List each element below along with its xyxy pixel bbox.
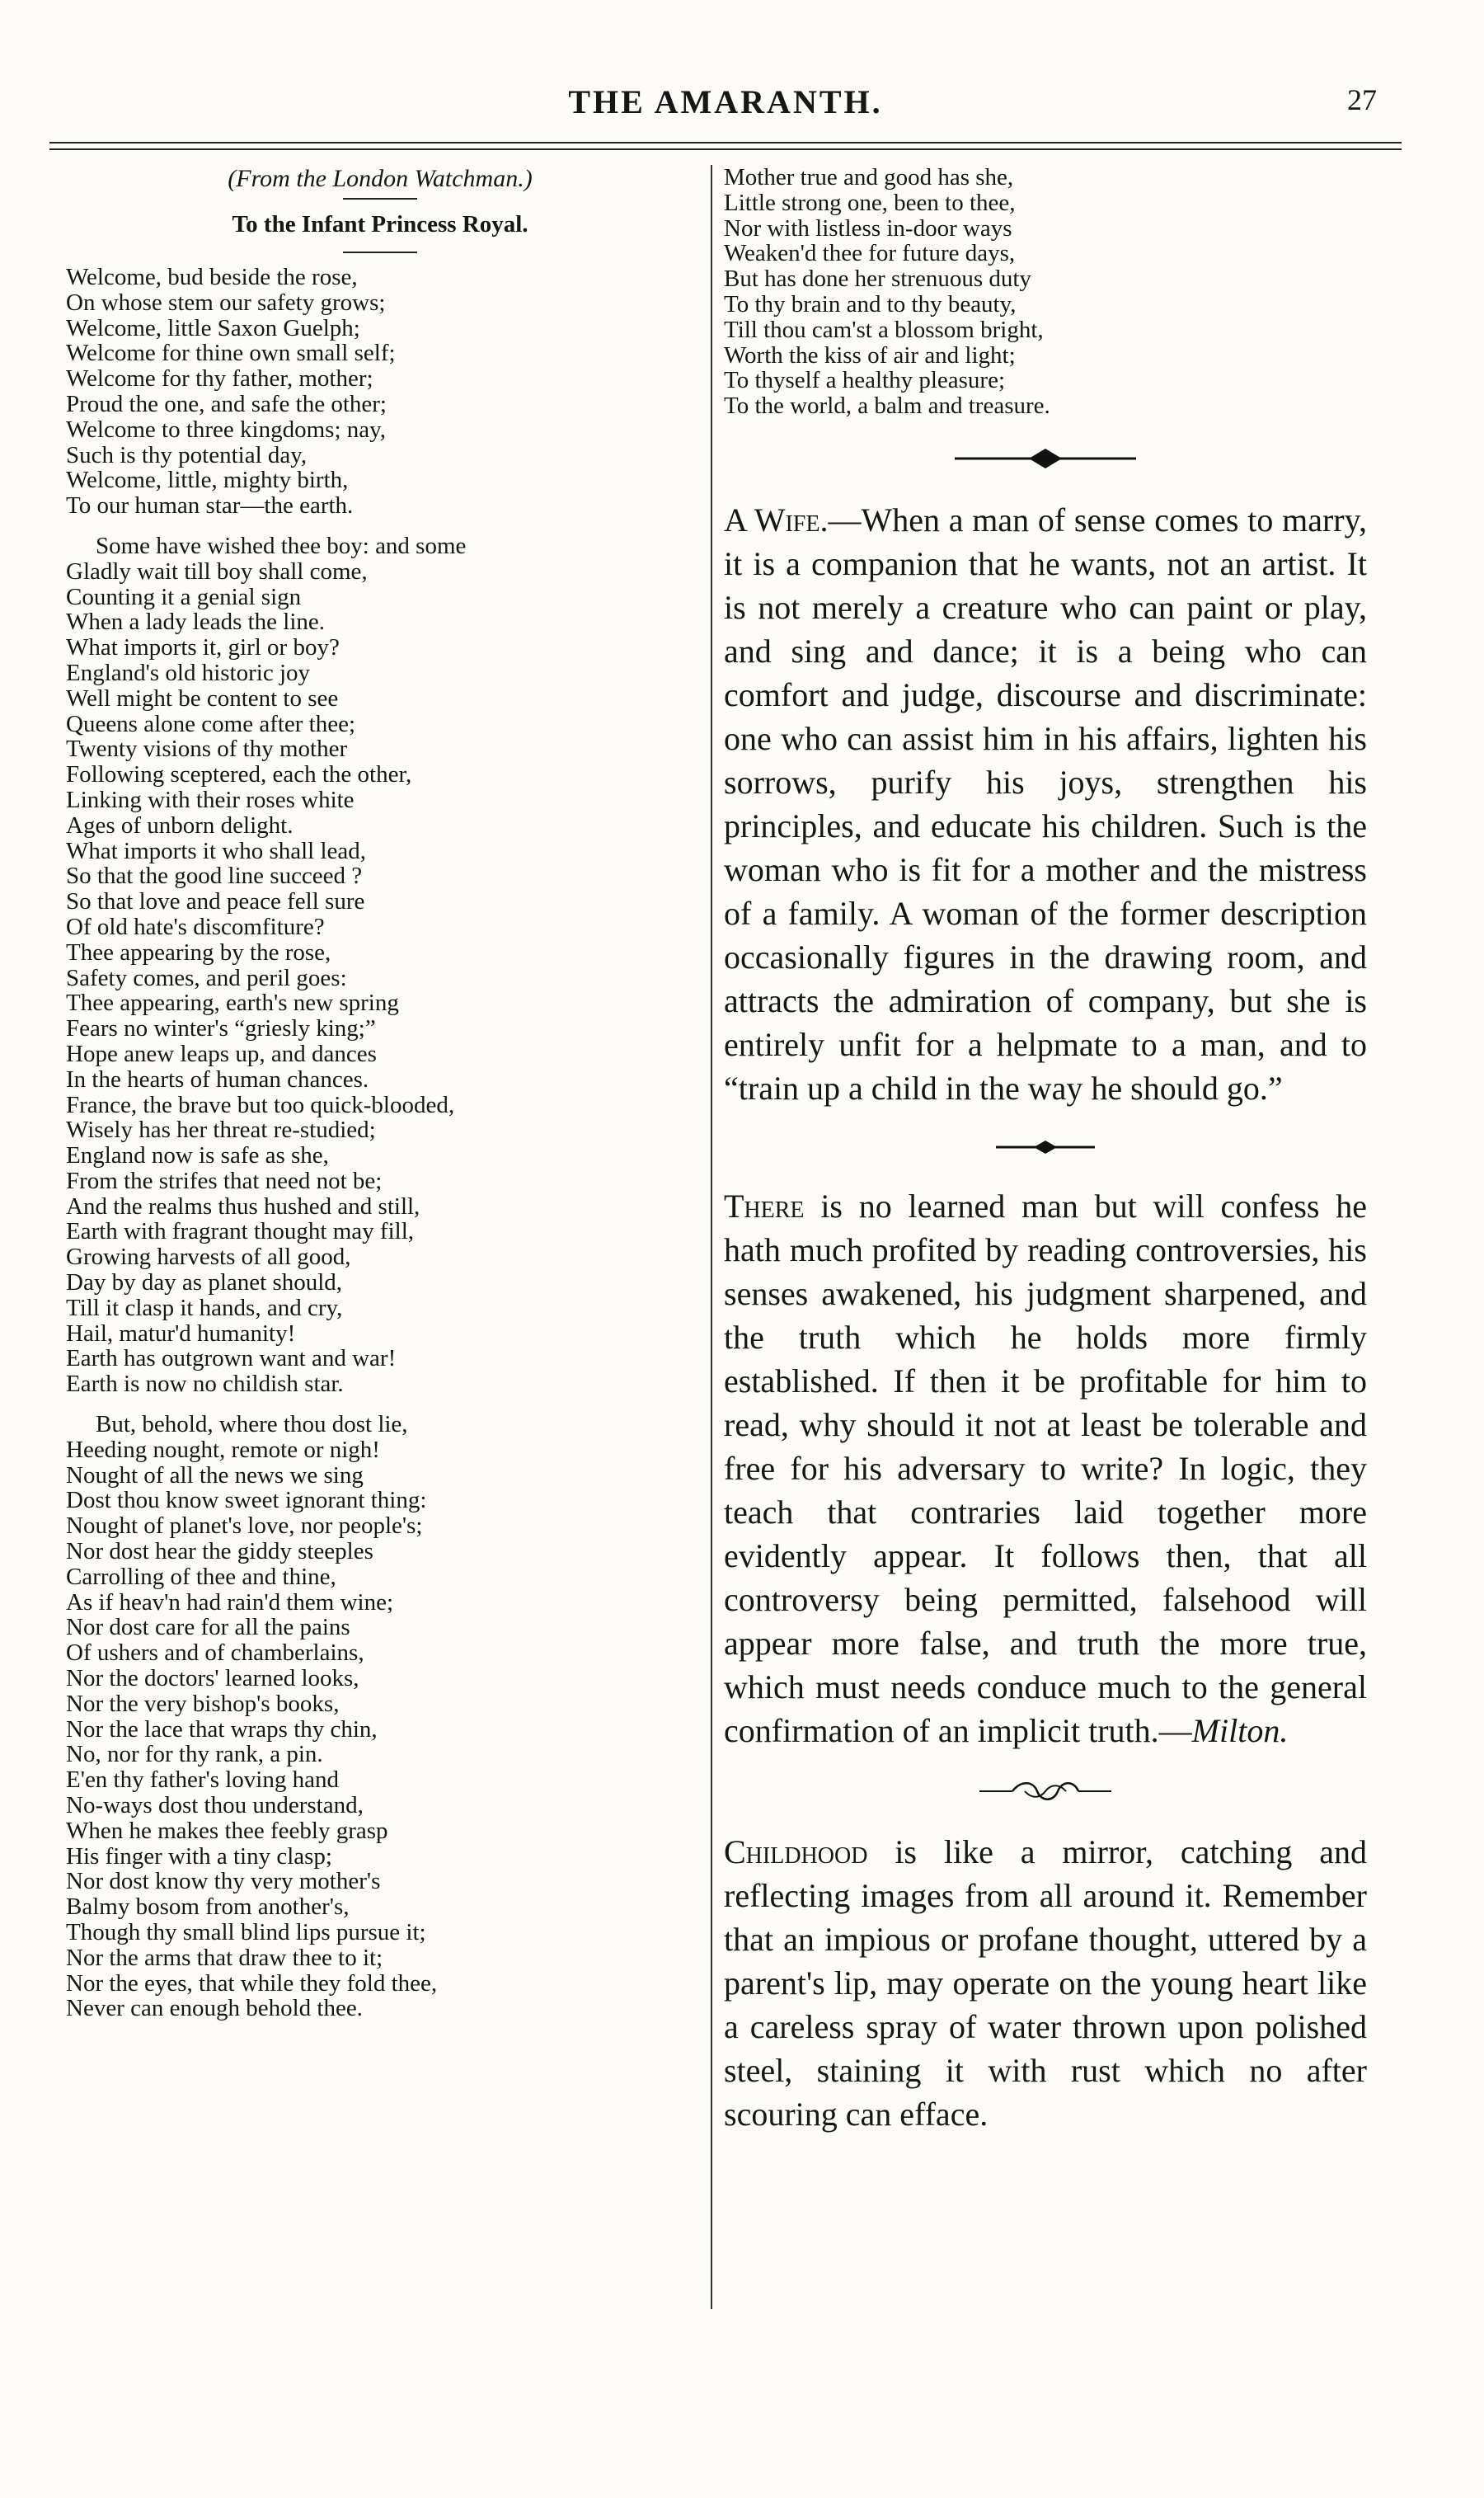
poem-line: Nor the eyes, that while they fold thee, bbox=[66, 1969, 438, 1997]
poem-line: Nor the doctors' learned looks, bbox=[66, 1665, 359, 1692]
diamond-rule-ornament bbox=[988, 1135, 1103, 1160]
page-number: 27 bbox=[1347, 83, 1377, 116]
paragraph-a-wife bbox=[724, 498, 1367, 1110]
poem-line: Welcome for thine own small self; bbox=[66, 340, 396, 367]
poem-line: Welcome, bud beside the rose, bbox=[66, 264, 358, 290]
poem-line: Fears no winter's “griesly king;” bbox=[66, 1015, 376, 1042]
poem-line: What imports it, girl or boy? bbox=[66, 634, 340, 661]
poem-line: E'en thy father's loving hand bbox=[66, 1766, 339, 1794]
poem-line: Such is thy potential day, bbox=[66, 441, 308, 468]
stanza bbox=[66, 1412, 694, 2021]
poem-line: Gladly wait till boy shall come, bbox=[66, 557, 368, 585]
poem-line: Thee appearing by the rose, bbox=[66, 939, 331, 966]
poem-line: Growing harvests of all good, bbox=[66, 1244, 351, 1271]
poem-line: But, behold, where thou dost lie, bbox=[96, 1411, 408, 1438]
poem-line: Though thy small blind lips pursue it; bbox=[66, 1919, 426, 1945]
poem-line: So that love and peace fell sure bbox=[66, 888, 365, 915]
short-rule bbox=[343, 252, 417, 253]
poem-line: Welcome to three kingdoms; nay, bbox=[66, 416, 386, 443]
poem-line: Hail, matur'd humanity! bbox=[66, 1320, 296, 1347]
poem-line: So that the good line succeed ? bbox=[66, 863, 363, 890]
poem-line: Nor dost know thy very mother's bbox=[66, 1868, 381, 1895]
right-column bbox=[724, 165, 1367, 2149]
page-header bbox=[74, 82, 1377, 132]
poem-line: Linking with their roses white bbox=[66, 786, 355, 813]
paragraph-text: is like a mirror, catching and reflecting images from all around it. Remember that an impious or profane thought, uttered by a parent's lip, may operate on the young heart like a careless spray of water thrown upon polished steel, staining it with rust which no after scouring can efface. bbox=[724, 1832, 1367, 2133]
poem-line: Heeding nought, remote or nigh! bbox=[66, 1436, 380, 1463]
poem-line: Safety comes, and peril goes: bbox=[66, 964, 347, 991]
poem-line: Nor dost care for all the pains bbox=[66, 1614, 350, 1641]
poem-line: His finger with a tiny clasp; bbox=[66, 1842, 332, 1870]
poem-line: Nor the very bishop's books, bbox=[66, 1690, 340, 1717]
short-rule bbox=[343, 198, 417, 200]
poem-line: Welcome, little Saxon Guelph; bbox=[66, 314, 360, 341]
poem-line: Wisely has her threat re-studied; bbox=[66, 1117, 376, 1144]
flourish-ornament bbox=[975, 1777, 1115, 1805]
poem-line: Some have wished thee boy: and some bbox=[96, 532, 467, 559]
running-title: THE AMARANTH. bbox=[568, 83, 883, 120]
poem-line: To the world, a balm and treasure. bbox=[724, 393, 1050, 420]
poem-line: Till thou cam'st a blossom bright, bbox=[724, 316, 1044, 343]
paragraph-lead: Childhood bbox=[724, 1832, 868, 1870]
header-double-rule bbox=[49, 142, 1402, 150]
paragraph-controversy bbox=[724, 1184, 1367, 1752]
poem-line: To our human star—the earth. bbox=[66, 492, 354, 520]
poem-line: Never can enough behold thee. bbox=[66, 1995, 363, 2022]
paragraph-text: is no learned man but will confess he hath much profited by reading controversies, his senses awakened, his judgment sharpened, and the truth which he holds more firmly established. If then it be profitable for him to read, why should it not at least be tolerable and free for his adversary to write? In logic, they teach that contraries laid together more evidently appear. It follows then, that all controversy being permitted, falsehood will appear more false, and truth the more true, which must needs conduce much to the general confirmation of an implicit truth.— bbox=[724, 1187, 1367, 1749]
paragraph-text: —When a man of sense comes to marry, it is a companion that he wants, not an artist. It is not merely a creature who can paint or play, and sing and dance; it is a being who can comfort and judge, discourse and discriminate: one who can assist him in his affairs, lighten his sorrows, purify his joys, strengthen his principles, and educate his children. Such is the woman who is fit for a mother and the mistress of a family. A woman of the former description occasionally figures in the drawing room, and attracts the admiration of company, but she is entirely unfit for a helpmate to a man, and to “train up a child in the way he should go.” bbox=[724, 501, 1367, 1107]
poem-line: France, the brave but too quick-blooded, bbox=[66, 1091, 455, 1118]
poem-line: Hope anew leaps up, and dances bbox=[66, 1040, 377, 1067]
poem-line: No, nor for thy rank, a pin. bbox=[66, 1741, 323, 1768]
poem-line: Earth has outgrown want and war! bbox=[66, 1345, 397, 1372]
poem-line: Nor with listless in-door ways bbox=[724, 214, 1012, 242]
poem-line: Day by day as planet should, bbox=[66, 1269, 343, 1296]
poem-line: To thy brain and to thy beauty, bbox=[724, 290, 1017, 318]
poem-line: Carrolling of thee and thine, bbox=[66, 1563, 336, 1590]
poem-line: Nought of planet's love, nor people's; bbox=[66, 1512, 423, 1540]
poem-line: Proud the one, and safe the other; bbox=[66, 390, 387, 417]
poem-line: Weaken'd thee for future days, bbox=[724, 240, 1016, 267]
poem-line: Well might be content to see bbox=[66, 684, 339, 712]
stanza bbox=[66, 534, 694, 1397]
poem-line: England now is safe as she, bbox=[66, 1142, 329, 1169]
paragraph-lead: A Wife. bbox=[724, 501, 829, 539]
poem-line: What imports it who shall lead, bbox=[66, 837, 367, 864]
poem-line: And the realms thus hushed and still, bbox=[66, 1193, 420, 1220]
paragraph-lead: There bbox=[724, 1187, 805, 1225]
poem-line: Balmy bosom from another's, bbox=[66, 1893, 350, 1921]
poem-line: Earth with fragrant thought may fill, bbox=[66, 1218, 415, 1245]
poem-line: Worth the kiss of air and light; bbox=[724, 341, 1016, 369]
poem-line: Following sceptered, each the other, bbox=[66, 761, 412, 788]
poem-line: Of ushers and of chamberlains, bbox=[66, 1639, 364, 1667]
poem-line: Welcome, little, mighty birth, bbox=[66, 467, 349, 494]
poem-line: Counting it a genial sign bbox=[66, 583, 302, 610]
poem-line: Nor the arms that draw thee to it; bbox=[66, 1944, 383, 1971]
poem-attribution: (From the London Watchman.) bbox=[228, 165, 533, 192]
poem-line: But has done her strenuous duty bbox=[724, 266, 1031, 293]
poem-line: Nor the lace that wraps thy chin, bbox=[66, 1715, 378, 1743]
paragraph-childhood bbox=[724, 1830, 1367, 2136]
poem-line: Queens alone come after thee; bbox=[66, 710, 356, 737]
poem-line: As if heav'n had rain'd them wine; bbox=[66, 1588, 394, 1616]
column-divider bbox=[711, 165, 712, 2309]
poem-line: No-ways dost thou understand, bbox=[66, 1792, 364, 1819]
author-signature: Milton. bbox=[1191, 1711, 1289, 1749]
poem-line: To thyself a healthy pleasure; bbox=[724, 367, 1006, 394]
poem-title: To the Infant Princess Royal. bbox=[232, 211, 528, 238]
poem-line: Welcome for thy father, mother; bbox=[66, 365, 373, 393]
poem-line: Twenty visions of thy mother bbox=[66, 736, 348, 763]
poem-line: Thee appearing, earth's new spring bbox=[66, 990, 399, 1017]
poem-line: Little strong one, been to thee, bbox=[724, 189, 1016, 216]
poem-body bbox=[66, 265, 694, 2021]
poem-line: When a lady leads the line. bbox=[66, 609, 326, 636]
poem-line: Till it clasp it hands, and cry, bbox=[66, 1294, 343, 1321]
stanza bbox=[66, 265, 694, 519]
poem-line: Dost thou know sweet ignorant thing: bbox=[66, 1487, 427, 1514]
poem-line: On whose stem our safety grows; bbox=[66, 289, 386, 316]
poem-line: Of old hate's discomfiture? bbox=[66, 913, 325, 940]
poem-continuation bbox=[724, 165, 1367, 419]
poem-line: England's old historic joy bbox=[66, 659, 311, 686]
poem-line: From the strifes that need not be; bbox=[66, 1167, 383, 1194]
poem-line: When he makes thee feebly grasp bbox=[66, 1817, 388, 1844]
poem-line: Nor dost hear the giddy steeples bbox=[66, 1538, 373, 1565]
poem-line: Mother true and good has she, bbox=[724, 164, 1014, 191]
poem-line: In the hearts of human chances. bbox=[66, 1066, 369, 1093]
poem-line: Earth is now no childish star. bbox=[66, 1371, 344, 1398]
poem-line: Ages of unborn delight. bbox=[66, 811, 294, 839]
left-column bbox=[66, 165, 694, 2036]
poem-line: Nought of all the news we sing bbox=[66, 1461, 364, 1489]
diamond-rule-ornament bbox=[946, 444, 1144, 473]
